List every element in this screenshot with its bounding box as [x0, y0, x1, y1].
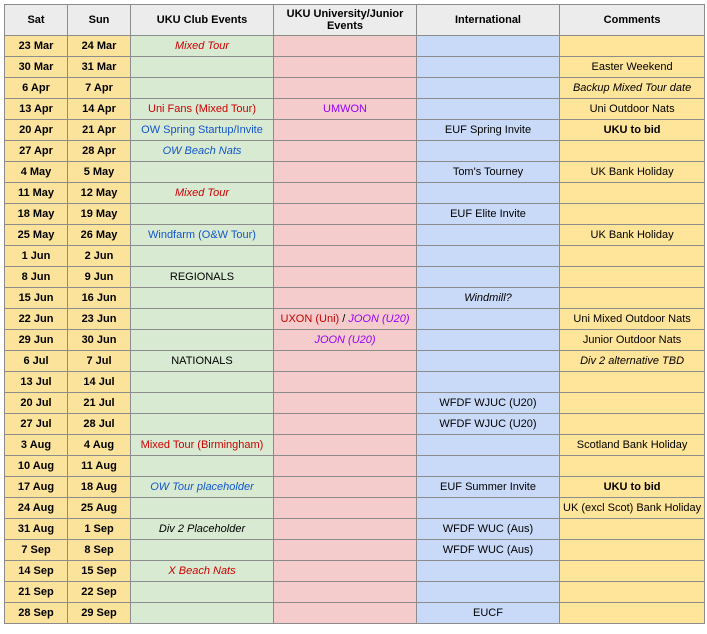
cell-international[interactable] — [417, 78, 560, 99]
cell-sun[interactable]: 24 Mar — [68, 36, 131, 57]
cell-sun[interactable]: 14 Jul — [68, 372, 131, 393]
cell-sun[interactable]: 9 Jun — [68, 267, 131, 288]
cell-uni-junior-event[interactable] — [274, 477, 417, 498]
table-row — [5, 57, 705, 78]
cell-uni-junior-event[interactable] — [274, 183, 417, 204]
table-row — [5, 246, 705, 267]
cell-text: Mixed Tour — [174, 187, 229, 199]
cell-comment[interactable] — [560, 603, 705, 624]
cell-club-event[interactable] — [131, 204, 274, 225]
cell-uni-junior-event[interactable] — [274, 204, 417, 225]
cell-club-event[interactable] — [131, 99, 274, 120]
cell-uni-junior-event[interactable] — [274, 57, 417, 78]
cell-text: UMWON — [323, 103, 367, 115]
cell-text: UKU to bid — [603, 124, 661, 136]
cell-uni-junior-event[interactable] — [274, 393, 417, 414]
cell-sun[interactable]: 7 Apr — [68, 78, 131, 99]
cell-sat[interactable]: 31 Aug — [5, 519, 68, 540]
table-row — [5, 288, 705, 309]
events-calendar-table — [4, 4, 705, 624]
cell-club-event[interactable] — [131, 57, 274, 78]
cell-uni-junior-event[interactable] — [274, 540, 417, 561]
cell-international[interactable] — [417, 141, 560, 162]
cell-sat[interactable]: 15 Jun — [5, 288, 68, 309]
cell-sun[interactable]: 28 Apr — [68, 141, 131, 162]
cell-text: Div 2 Placeholder — [158, 523, 246, 535]
cell-club-event[interactable] — [131, 435, 274, 456]
table-row — [5, 120, 705, 141]
cell-international[interactable] — [417, 309, 560, 330]
cell-uni-junior-event[interactable] — [274, 456, 417, 477]
cell-sun[interactable]: 30 Jun — [68, 330, 131, 351]
cell-text: Mixed Tour (Birmingham) — [140, 439, 264, 451]
cell-text: Junior Outdoor Nats — [582, 334, 682, 346]
cell-text: Backup Mixed Tour date — [572, 82, 692, 94]
cell-sun[interactable]: 22 Sep — [68, 582, 131, 603]
cell-sun[interactable]: 11 Aug — [68, 456, 131, 477]
table-row — [5, 99, 705, 120]
table-row — [5, 183, 705, 204]
cell-text: UXON (Uni) — [280, 313, 340, 325]
cell-sun[interactable]: 31 Mar — [68, 57, 131, 78]
cell-comment[interactable] — [560, 57, 705, 78]
cell-text: Easter Weekend — [591, 61, 673, 73]
cell-sun[interactable]: 1 Sep — [68, 519, 131, 540]
cell-sat[interactable]: 11 May — [5, 183, 68, 204]
cell-sun[interactable]: 18 Aug — [68, 477, 131, 498]
table-row — [5, 456, 705, 477]
cell-text: OW Beach Nats — [162, 145, 242, 157]
cell-text: WFDF WJUC (U20) — [439, 418, 537, 430]
cell-international[interactable] — [417, 99, 560, 120]
cell-comment[interactable] — [560, 288, 705, 309]
cell-uni-junior-event[interactable] — [274, 519, 417, 540]
cell-club-event[interactable] — [131, 78, 274, 99]
cell-uni-junior-event[interactable] — [274, 330, 417, 351]
cell-comment[interactable] — [560, 393, 705, 414]
cell-sat[interactable]: 22 Jun — [5, 309, 68, 330]
cell-club-event[interactable] — [131, 183, 274, 204]
cell-sat[interactable]: 1 Jun — [5, 246, 68, 267]
cell-sat[interactable]: 4 May — [5, 162, 68, 183]
cell-text: UK (excl Scot) Bank Holiday — [563, 502, 702, 514]
cell-club-event[interactable] — [131, 120, 274, 141]
cell-sun[interactable]: 29 Sep — [68, 603, 131, 624]
cell-international[interactable] — [417, 582, 560, 603]
cell-sat[interactable]: 23 Mar — [5, 36, 68, 57]
cell-sun[interactable]: 5 May — [68, 162, 131, 183]
cell-uni-junior-event[interactable] — [274, 435, 417, 456]
table-row — [5, 225, 705, 246]
table-row — [5, 561, 705, 582]
cell-comment[interactable] — [560, 582, 705, 603]
cell-text: JOON (U20) — [314, 334, 376, 346]
cell-international[interactable] — [417, 540, 560, 561]
cell-club-event[interactable] — [131, 225, 274, 246]
cell-uni-junior-event[interactable] — [274, 78, 417, 99]
cell-club-event[interactable] — [131, 309, 274, 330]
cell-text: UKU to bid — [603, 481, 661, 493]
cell-sun[interactable]: 4 Aug — [68, 435, 131, 456]
cell-comment[interactable] — [560, 120, 705, 141]
cell-comment[interactable] — [560, 414, 705, 435]
cell-uni-junior-event[interactable] — [274, 582, 417, 603]
table-row — [5, 330, 705, 351]
header-sun[interactable]: Sun — [68, 5, 131, 36]
cell-sun[interactable]: 26 May — [68, 225, 131, 246]
cell-club-event[interactable] — [131, 477, 274, 498]
cell-text: Uni Mixed Outdoor Nats — [573, 313, 691, 325]
cell-club-event[interactable] — [131, 582, 274, 603]
cell-club-event[interactable] — [131, 141, 274, 162]
cell-text: Windfarm (O&W Tour) — [148, 229, 256, 241]
cell-club-event[interactable] — [131, 561, 274, 582]
cell-uni-junior-event[interactable] — [274, 36, 417, 57]
cell-comment[interactable] — [560, 540, 705, 561]
cell-international[interactable] — [417, 351, 560, 372]
cell-sun[interactable]: 19 May — [68, 204, 131, 225]
cell-sat[interactable]: 20 Jul — [5, 393, 68, 414]
cell-sat[interactable]: 7 Sep — [5, 540, 68, 561]
cell-sat[interactable]: 10 Aug — [5, 456, 68, 477]
cell-comment[interactable] — [560, 477, 705, 498]
cell-club-event[interactable] — [131, 288, 274, 309]
cell-text: Windmill? — [464, 292, 512, 304]
cell-sat[interactable]: 29 Jun — [5, 330, 68, 351]
cell-text: EUF Summer Invite — [440, 481, 536, 493]
table-header — [5, 5, 705, 36]
cell-sat[interactable]: 13 Apr — [5, 99, 68, 120]
cell-sun[interactable]: 16 Jun — [68, 288, 131, 309]
cell-sun[interactable]: 7 Jul — [68, 351, 131, 372]
cell-club-event[interactable] — [131, 372, 274, 393]
cell-comment[interactable] — [560, 225, 705, 246]
cell-international[interactable] — [417, 603, 560, 624]
cell-club-event[interactable] — [131, 351, 274, 372]
cell-text: EUF Elite Invite — [450, 208, 526, 220]
cell-text: UK Bank Holiday — [590, 166, 674, 178]
cell-text: WFDF WJUC (U20) — [439, 397, 537, 409]
cell-sun[interactable]: 25 Aug — [68, 498, 131, 519]
header-comments[interactable]: Comments — [560, 5, 705, 36]
cell-uni-junior-event[interactable] — [274, 603, 417, 624]
cell-text: OW Spring Startup/Invite — [141, 124, 263, 136]
cell-comment[interactable] — [560, 36, 705, 57]
cell-sun[interactable]: 21 Apr — [68, 120, 131, 141]
cell-international[interactable] — [417, 456, 560, 477]
cell-text: Mixed Tour — [174, 40, 229, 52]
cell-comment[interactable] — [560, 456, 705, 477]
cell-comment[interactable] — [560, 204, 705, 225]
cell-uni-junior-event[interactable] — [274, 351, 417, 372]
cell-sun[interactable]: 8 Sep — [68, 540, 131, 561]
cell-text: REGIONALS — [169, 271, 235, 283]
cell-text: Tom's Tourney — [452, 166, 524, 178]
table-body — [5, 36, 705, 624]
cell-club-event[interactable] — [131, 36, 274, 57]
cell-sat[interactable]: 27 Apr — [5, 141, 68, 162]
cell-uni-junior-event[interactable] — [274, 414, 417, 435]
cell-sat[interactable]: 30 Mar — [5, 57, 68, 78]
cell-comment[interactable] — [560, 99, 705, 120]
header-sat[interactable]: Sat — [5, 5, 68, 36]
cell-comment[interactable] — [560, 435, 705, 456]
cell-international[interactable] — [417, 204, 560, 225]
cell-club-event[interactable] — [131, 246, 274, 267]
cell-comment[interactable] — [560, 351, 705, 372]
cell-comment[interactable] — [560, 561, 705, 582]
cell-uni-junior-event[interactable] — [274, 498, 417, 519]
cell-text: Uni Outdoor Nats — [589, 103, 675, 115]
cell-comment[interactable] — [560, 246, 705, 267]
cell-international[interactable] — [417, 288, 560, 309]
cell-international[interactable] — [417, 330, 560, 351]
cell-uni-junior-event[interactable] — [274, 225, 417, 246]
cell-sat[interactable]: 17 Aug — [5, 477, 68, 498]
cell-sat[interactable]: 6 Apr — [5, 78, 68, 99]
cell-international[interactable] — [417, 372, 560, 393]
table-row — [5, 36, 705, 57]
cell-uni-junior-event[interactable] — [274, 162, 417, 183]
cell-club-event[interactable] — [131, 519, 274, 540]
table-row — [5, 435, 705, 456]
cell-sat[interactable]: 21 Sep — [5, 582, 68, 603]
header-uni-junior-events[interactable]: UKU University/Junior Events — [274, 5, 417, 36]
table-row — [5, 78, 705, 99]
cell-sun[interactable]: 15 Sep — [68, 561, 131, 582]
table-row — [5, 267, 705, 288]
cell-international[interactable] — [417, 36, 560, 57]
cell-comment[interactable] — [560, 267, 705, 288]
cell-sun[interactable]: 23 Jun — [68, 309, 131, 330]
cell-text: EUF Spring Invite — [444, 124, 532, 136]
cell-international[interactable] — [417, 498, 560, 519]
cell-text: UK Bank Holiday — [590, 229, 674, 241]
cell-sat[interactable]: 6 Jul — [5, 351, 68, 372]
cell-sat[interactable]: 24 Aug — [5, 498, 68, 519]
cell-sat[interactable]: 8 Jun — [5, 267, 68, 288]
cell-sun[interactable]: 14 Apr — [68, 99, 131, 120]
cell-international[interactable] — [417, 393, 560, 414]
cell-international[interactable] — [417, 57, 560, 78]
cell-sun[interactable]: 28 Jul — [68, 414, 131, 435]
cell-international[interactable] — [417, 246, 560, 267]
cell-comment[interactable] — [560, 162, 705, 183]
cell-club-event[interactable] — [131, 330, 274, 351]
cell-international[interactable] — [417, 435, 560, 456]
cell-text: X Beach Nats — [168, 565, 236, 577]
table-row — [5, 372, 705, 393]
cell-uni-junior-event[interactable] — [274, 309, 417, 330]
cell-comment[interactable] — [560, 498, 705, 519]
table-row — [5, 477, 705, 498]
cell-sun[interactable]: 12 May — [68, 183, 131, 204]
cell-international[interactable] — [417, 414, 560, 435]
table-row — [5, 162, 705, 183]
cell-sat[interactable]: 3 Aug — [5, 435, 68, 456]
table-row — [5, 414, 705, 435]
cell-text: NATIONALS — [171, 355, 233, 367]
header-club-events[interactable]: UKU Club Events — [131, 5, 274, 36]
cell-club-event[interactable] — [131, 393, 274, 414]
cell-international[interactable] — [417, 162, 560, 183]
cell-sun[interactable]: 2 Jun — [68, 246, 131, 267]
cell-club-event[interactable] — [131, 414, 274, 435]
cell-uni-junior-event[interactable] — [274, 141, 417, 162]
cell-text: Scotland Bank Holiday — [576, 439, 688, 451]
cell-comment[interactable] — [560, 309, 705, 330]
cell-club-event[interactable] — [131, 456, 274, 477]
cell-club-event[interactable] — [131, 540, 274, 561]
cell-text: WFDF WUC (Aus) — [442, 523, 534, 535]
cell-international[interactable] — [417, 477, 560, 498]
cell-comment[interactable] — [560, 519, 705, 540]
cell-comment[interactable] — [560, 141, 705, 162]
cell-international[interactable] — [417, 120, 560, 141]
cell-international[interactable] — [417, 183, 560, 204]
cell-sat[interactable]: 20 Apr — [5, 120, 68, 141]
cell-text: OW Tour placeholder — [150, 481, 254, 493]
cell-international[interactable] — [417, 519, 560, 540]
cell-uni-junior-event[interactable] — [274, 372, 417, 393]
cell-sat[interactable]: 14 Sep — [5, 561, 68, 582]
cell-text: Div 2 alternative TBD — [580, 355, 685, 367]
cell-sun[interactable]: 21 Jul — [68, 393, 131, 414]
cell-sat[interactable]: 27 Jul — [5, 414, 68, 435]
cell-text: WFDF WUC (Aus) — [442, 544, 534, 556]
cell-text: JOON (U20) — [348, 313, 410, 325]
cell-uni-junior-event[interactable] — [274, 288, 417, 309]
cell-uni-junior-event[interactable] — [274, 120, 417, 141]
cell-uni-junior-event[interactable] — [274, 561, 417, 582]
header-international[interactable]: International — [417, 5, 560, 36]
table-row — [5, 309, 705, 330]
cell-sat[interactable]: 13 Jul — [5, 372, 68, 393]
cell-comment[interactable] — [560, 372, 705, 393]
table-row — [5, 582, 705, 603]
cell-comment[interactable] — [560, 78, 705, 99]
table-row — [5, 603, 705, 624]
cell-text: EUCF — [473, 607, 503, 619]
cell-sat[interactable]: 18 May — [5, 204, 68, 225]
cell-text: Uni Fans (Mixed Tour) — [148, 103, 256, 115]
cell-uni-junior-event[interactable] — [274, 246, 417, 267]
cell-uni-junior-event[interactable] — [274, 267, 417, 288]
cell-sat[interactable]: 25 May — [5, 225, 68, 246]
table-row — [5, 141, 705, 162]
cell-club-event[interactable] — [131, 603, 274, 624]
cell-comment[interactable] — [560, 183, 705, 204]
cell-international[interactable] — [417, 561, 560, 582]
cell-club-event[interactable] — [131, 498, 274, 519]
cell-uni-junior-event[interactable] — [274, 99, 417, 120]
cell-club-event[interactable] — [131, 267, 274, 288]
header-row — [5, 5, 705, 36]
table-row — [5, 393, 705, 414]
cell-club-event[interactable] — [131, 162, 274, 183]
table-row — [5, 540, 705, 561]
cell-international[interactable] — [417, 225, 560, 246]
cell-international[interactable] — [417, 267, 560, 288]
cell-comment[interactable] — [560, 330, 705, 351]
cell-sat[interactable]: 28 Sep — [5, 603, 68, 624]
table-row — [5, 498, 705, 519]
table-row — [5, 519, 705, 540]
cell-text: / — [339, 313, 349, 325]
table-row — [5, 351, 705, 372]
table-row — [5, 204, 705, 225]
